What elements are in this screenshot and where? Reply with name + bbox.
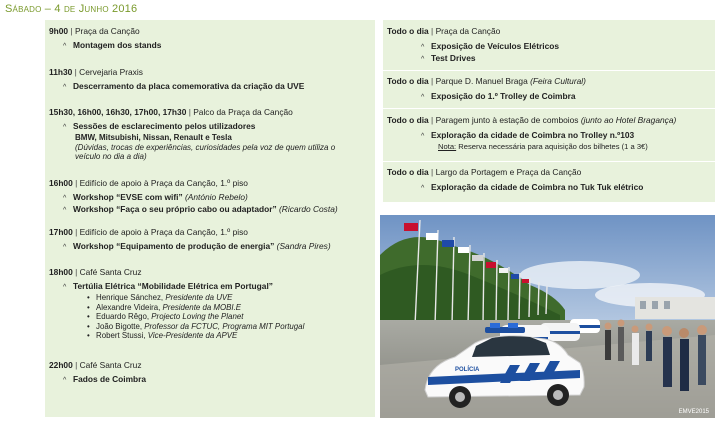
allday-largo: Todo o dia | Largo da Portagem e Praça da Canção ^ Exploração da cidade de Coimbra no Tuk Tuk elétrico: [387, 167, 644, 192]
event-photo: [380, 215, 715, 418]
divider: [383, 108, 715, 109]
event-time: 18h00: [49, 267, 73, 277]
event-time: Todo o dia: [387, 26, 429, 36]
event-item: Descerramento da placa comemorativa da criação da UVE: [73, 81, 305, 91]
arrow-bullet-icon: ^: [63, 244, 67, 251]
panelist: • Henrique Sánchez, Presidente da UVE: [87, 293, 233, 302]
panelist: • Robert Stussi, Vice-Presidente da APVE: [87, 331, 238, 341]
event-18h00: 18h00 | Café Santa Cruz ^ Tertúlia Elétrica “Mobilidade Elétrica em Portugal” • Henrique Sánchez, Presidente da UVE • Alexandre Videira, Presidente da MOBI.E • Eduardo Rêgo, Projecto Loving the Planet • João Bigotte, Professor da FCTUC, Programa MIT Portugal • Robert Stussi, Vice-Presidente da APVE: [45, 267, 375, 341]
event-place: Café Santa Cruz: [79, 360, 142, 370]
event-17h00: 17h00 | Edifício de apoio à Praça da Canção, 1.º piso ^ Workshop “Equipamento de produção de energia” (Sandra Pires): [49, 227, 331, 251]
event-16h00: 16h00 | Edifício de apoio à Praça da Canção, 1.º piso ^ Workshop “EVSE com wifi” (António Rebelo) ^ Workshop “Faça o seu próprio cabo ou adaptador” (Ricardo Costa): [49, 178, 338, 214]
event-place: Praça da Canção: [435, 26, 501, 36]
event-place: Praça da Canção: [74, 26, 140, 36]
event-11h30: 11h30 | Cervejaria Praxis ^ Descerramento da placa comemorativa da criação da UVE: [49, 67, 305, 91]
arrow-bullet-icon: ^: [63, 377, 67, 384]
event-item: Workshop “EVSE com wifi”: [73, 192, 183, 202]
event-time: 11h30: [49, 67, 73, 77]
event-time: Todo o dia: [387, 167, 429, 177]
arrow-bullet-icon: ^: [63, 284, 67, 291]
event-place: Café Santa Cruz: [79, 267, 142, 277]
event-item: Exposição de Veículos Elétricos: [431, 41, 560, 51]
event-place-note: (Feira Cultural): [530, 76, 586, 86]
allday-praca: Todo o dia | Praça da Canção ^ Exposição de Veículos Elétricos ^ Test Drives: [387, 26, 560, 63]
event-place: Largo da Portagem e Praça da Canção: [435, 167, 582, 177]
arrow-bullet-icon: ^: [421, 56, 425, 63]
event-item: Exposição do 1.º Trolley de Coimbra: [431, 91, 576, 101]
event-place: Cervejaria Praxis: [79, 67, 143, 77]
panelist: • João Bigotte, Professor da FCTUC, Programa MIT Portugal: [87, 321, 305, 331]
event-time: 22h00: [49, 360, 73, 370]
arrow-bullet-icon: ^: [421, 44, 425, 51]
reservation-note: Nota: Reserva necessária para aquisição dos bilhetes (1 a 3€): [438, 142, 648, 151]
event-time: Todo o dia: [387, 76, 429, 86]
event-item: Exploração da cidade de Coimbra no Trolley n.º103: [431, 130, 635, 140]
divider: [383, 70, 715, 71]
arrow-bullet-icon: ^: [63, 207, 67, 214]
allday-parque: Todo o dia | Parque D. Manuel Braga (Feira Cultural) ^ Exposição do 1.º Trolley de Coimbra: [387, 76, 586, 101]
event-note: veículo no dia a dia): [75, 152, 147, 161]
event-time: Todo o dia: [387, 115, 429, 125]
event-time: 15h30, 16h00, 16h30, 17h00, 17h30: [49, 107, 187, 117]
arrow-bullet-icon: ^: [421, 133, 425, 140]
event-item: Tertúlia Elétrica “Mobilidade Elétrica em Portugal”: [73, 281, 273, 291]
allday-paragem: Todo o dia | Paragem junto à estação de comboios (junto ao Hotel Bragança) ^ Exploração da cidade de Coimbra no Trolley n.º103 Nota: Reserva necessária para aquisição dos bilhetes (1 a 3€): [383, 115, 715, 151]
arrow-bullet-icon: ^: [63, 195, 67, 202]
police-car-photo-illustration: [380, 215, 715, 418]
event-place: Paragem junto à estação de comboios: [435, 115, 579, 125]
event-time: 9h00: [49, 26, 69, 36]
event-item: Montagem dos stands: [73, 40, 162, 50]
divider: [383, 161, 715, 162]
car-label: POLÍCIA: [455, 367, 480, 373]
arrow-bullet-icon: ^: [63, 124, 67, 131]
event-item: Workshop “Faça o seu próprio cabo ou adaptador”: [73, 204, 277, 214]
event-note: (Dúvidas, trocas de experiências, curiosidades pela voz de quem utiliza o: [75, 142, 336, 152]
event-place-note: (junto ao Hotel Bragança): [580, 115, 677, 125]
right-schedule-panel: [383, 20, 715, 202]
event-item: Test Drives: [431, 53, 476, 63]
event-sessions: 15h30, 16h00, 16h30, 17h00, 17h30 | Palco da Praça da Canção ^ Sessões de esclarecimento pelos utilizadores BMW, Mitsubishi, Nissan, Renault e Tesla (Dúvidas, trocas de experiências, curiosidades pela voz de quem utiliza o veículo no dia a dia): [49, 107, 336, 161]
arrow-bullet-icon: ^: [421, 94, 425, 101]
event-place: Parque D. Manuel Braga: [435, 76, 528, 86]
photo-credit: EMVE2015: [678, 409, 709, 415]
event-place: Palco da Praça da Canção: [193, 107, 293, 117]
event-brands: BMW, Mitsubishi, Nissan, Renault e Tesla: [75, 133, 232, 142]
event-item: Workshop “Equipamento de produção de energia”: [73, 241, 275, 251]
day-title: Sábado – 4 de Junho 2016: [5, 3, 138, 15]
panelist: • Eduardo Rêgo, Projecto Loving the Planet: [87, 312, 244, 322]
event-9h00: 9h00 | Praça da Canção ^ Montagem dos stands: [49, 26, 162, 50]
arrow-bullet-icon: ^: [63, 43, 67, 50]
event-place: Edifício de apoio à Praça da Canção, 1.º piso: [79, 178, 248, 188]
event-item: Sessões de esclarecimento pelos utilizadores: [73, 121, 256, 131]
arrow-bullet-icon: ^: [421, 185, 425, 192]
panelist: • Alexandre Videira, Presidente da MOBI.E: [87, 302, 242, 312]
arrow-bullet-icon: ^: [63, 84, 67, 91]
event-item: Exploração da cidade de Coimbra no Tuk Tuk elétrico: [431, 182, 644, 192]
event-time: 17h00: [49, 227, 73, 237]
event-time: 16h00: [49, 178, 73, 188]
event-item: Fados de Coimbra: [73, 374, 147, 384]
event-place: Edifício de apoio à Praça da Canção, 1.º piso: [79, 227, 248, 237]
event-speaker: (Sandra Pires): [276, 241, 331, 251]
event-speaker: (António Rebelo): [185, 192, 248, 202]
event-22h00: 22h00 | Café Santa Cruz ^ Fados de Coimbra: [49, 360, 147, 384]
event-speaker: (Ricardo Costa): [279, 204, 338, 214]
left-schedule-panel: [45, 20, 375, 417]
